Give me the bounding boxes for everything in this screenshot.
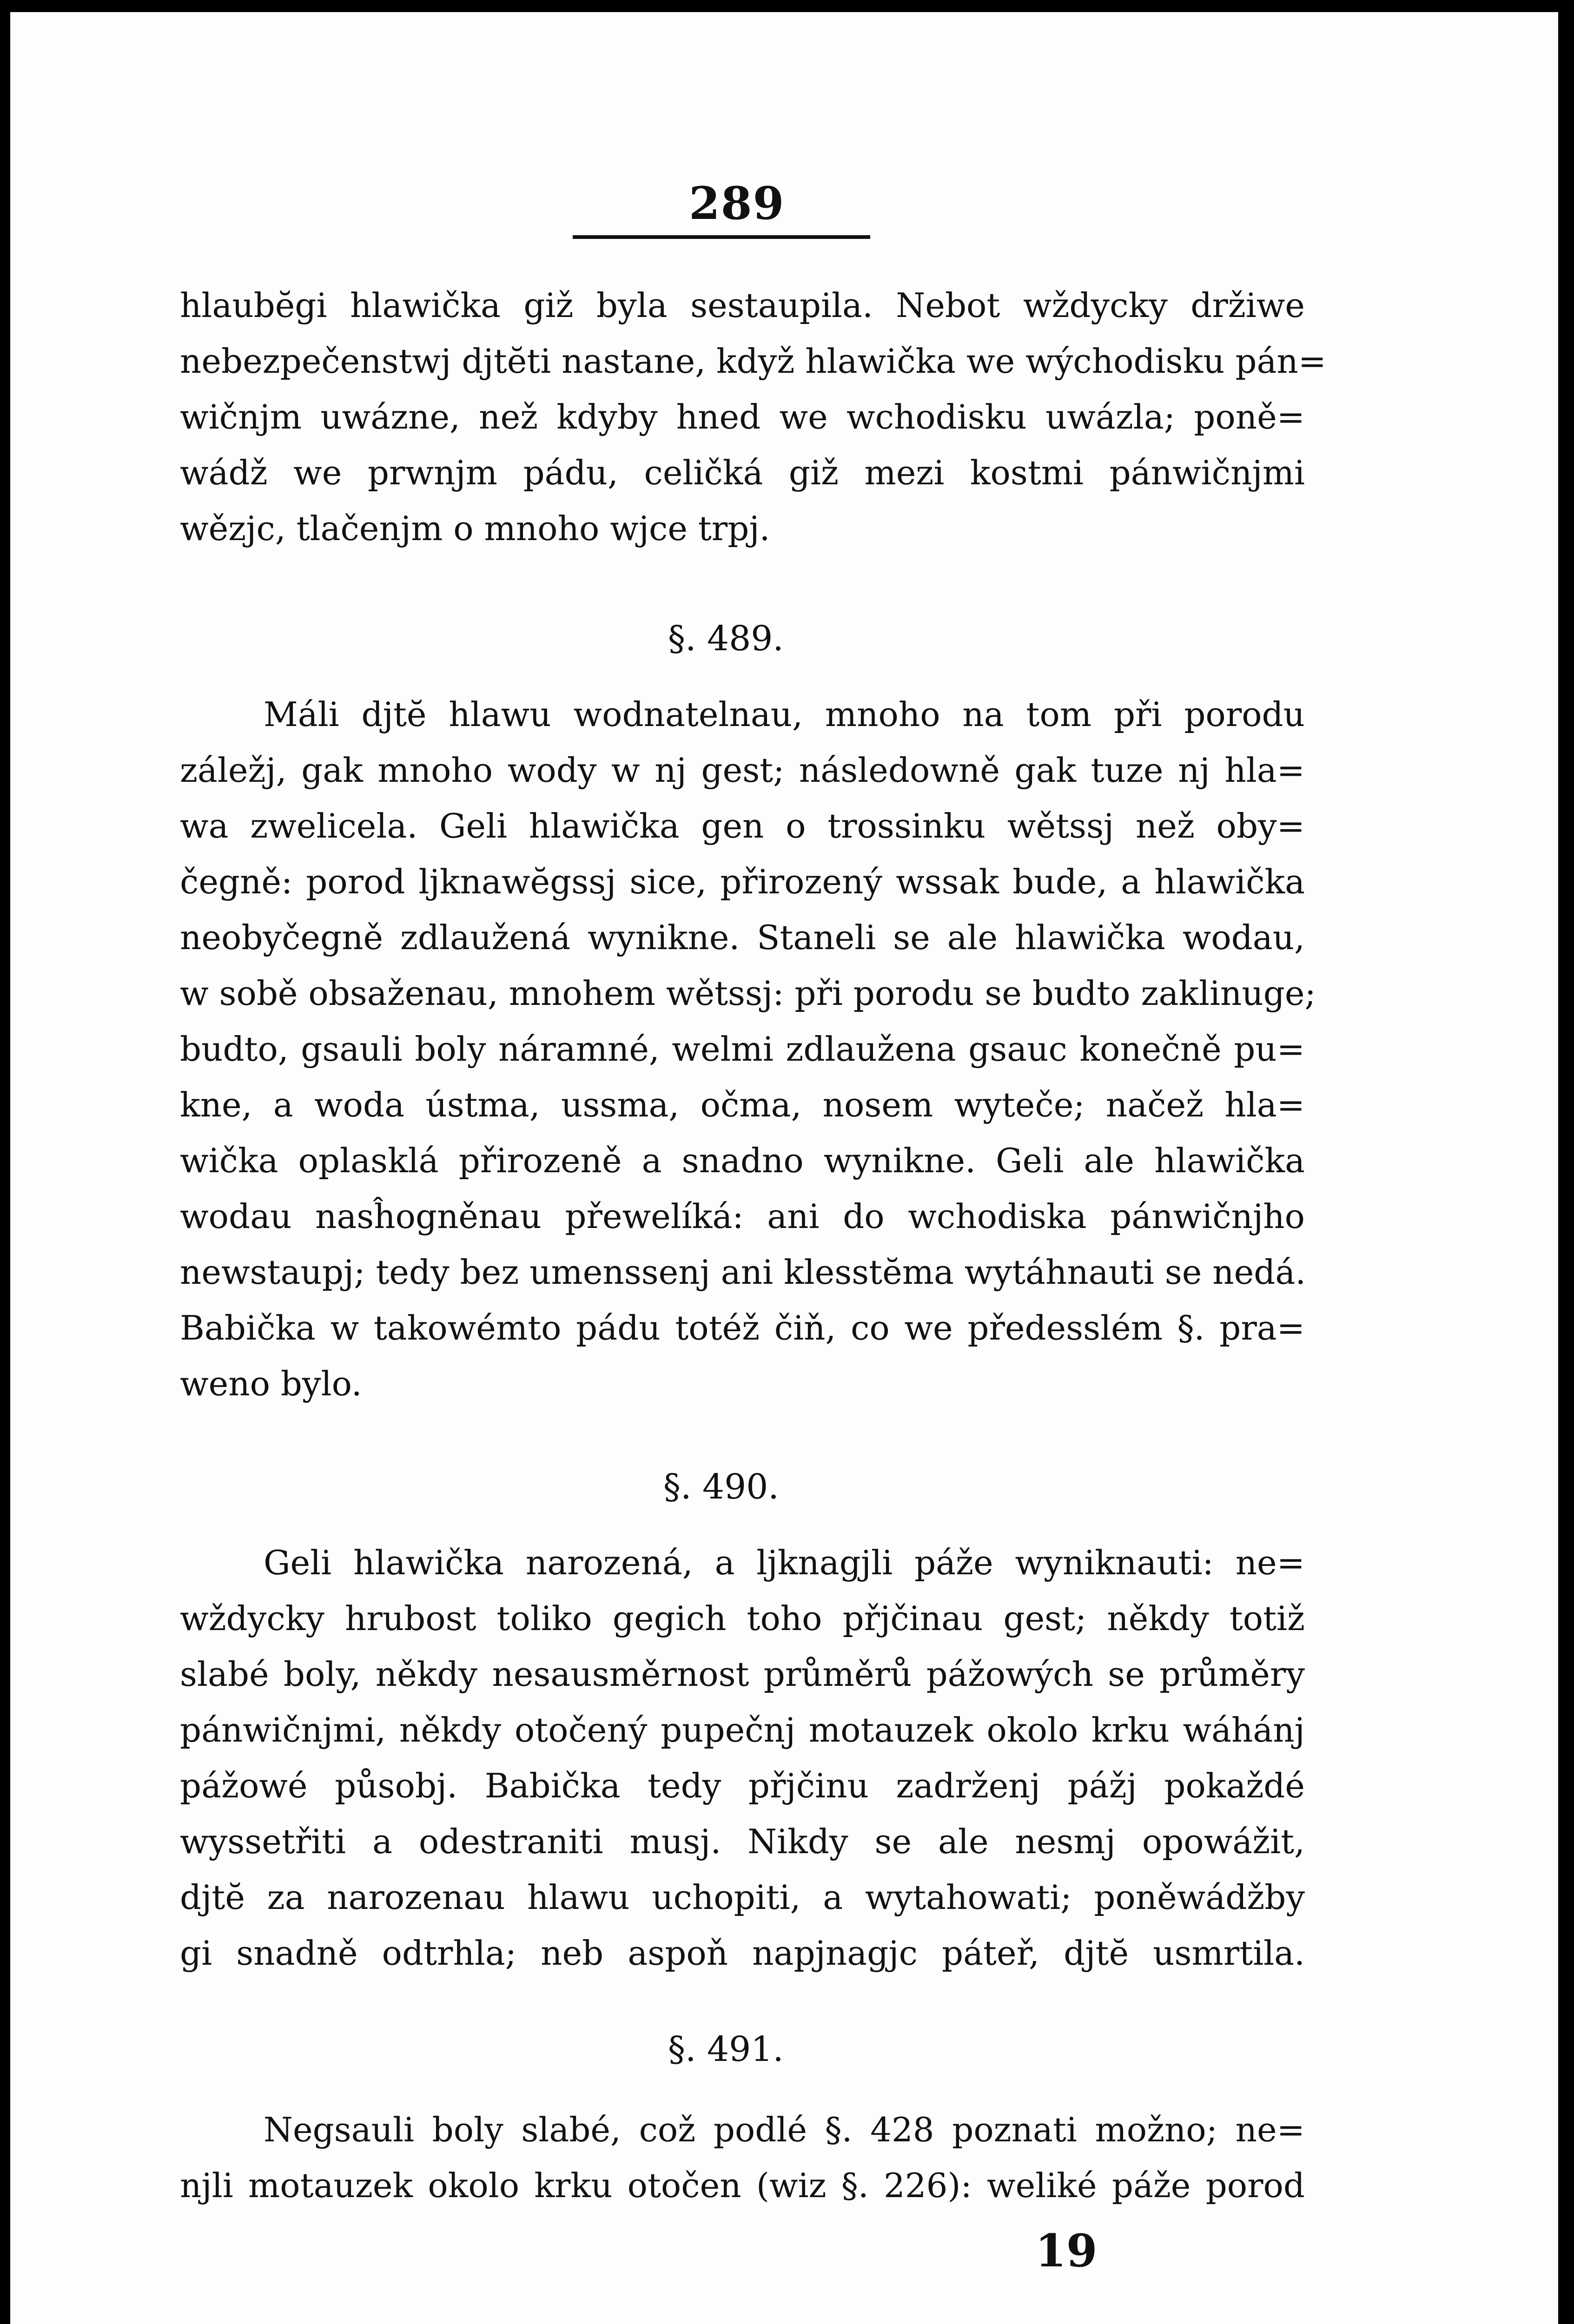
text-line: záležj, gak mnoho wody w nj gest; následowně gak tuze nj hla= [180, 751, 1305, 790]
text-line: wodau nasĥogněnau přewelíká: ani do wchodiska pánwičnjho [180, 1197, 1305, 1236]
text-line: w sobě obsaženau, mnohem wětssj: při porodu se budto zaklinuge; [180, 974, 1316, 1013]
text-line: djtĕ za narozenau hlawu uchopiti, a wytahowati; poněwádžby [180, 1878, 1305, 1917]
text-line: wičnjm uwázne, než kdyby hned we wchodisku uwázla; poně= [180, 397, 1305, 436]
text-line: hlaubĕgi hlawička giž byla sestaupila. Nebot wždycky držiwe [180, 286, 1305, 325]
text-line: pážowé působj. Babička tedy přjčinu zadrženj pážj pokaždé [180, 1766, 1305, 1805]
text-line: budto, gsauli boly náramné, welmi zdlaužena gsauc konečně pu= [180, 1030, 1305, 1069]
header-rule [573, 235, 870, 239]
text-line: njli motauzek okolo krku otočen (wiz §. 226): weliké páže porod [180, 2166, 1305, 2205]
text-line: wička oplasklá přirozeně a snadno wynikne. Geli ale hlawička [180, 1141, 1305, 1180]
book-page [10, 12, 1558, 2324]
section-heading-490: §. 490. [663, 1467, 779, 1507]
text-line: Babička w takowémto pádu totéž čiň, co we předesslém §. pra= [180, 1308, 1305, 1347]
section-heading-491: §. 491. [668, 2029, 784, 2069]
text-line: gi snadně odtrhla; neb aspoň napjnagjc páteř, djtĕ usmrtila. [180, 1934, 1305, 1973]
text-line: Negsauli boly slabé, což podlé §. 428 poznati možno; ne= [264, 2110, 1305, 2149]
text-line: newstaupj; tedy bez umenssenj ani klesstĕma wytáhnauti se nedá. [180, 1253, 1306, 1292]
text-line: wádž we prwnjm pádu, celičká giž mezi kostmi pánwičnjmi [180, 453, 1305, 492]
text-line: kne, a woda ústma, ussma, očma, nosem wyteče; načež hla= [180, 1085, 1305, 1124]
text-line: čegně: porod ljknawĕgssj sice, přirozený wssak bude, a hlawička [180, 862, 1305, 901]
text-line: weno bylo. [180, 1364, 362, 1403]
text-line: wyssetřiti a odestraniti musj. Nikdy se ale nesmj opowážit, [180, 1822, 1305, 1861]
text-line: Máli djtĕ hlawu wodnatelnau, mnoho na tom při porodu [264, 695, 1305, 734]
signature-mark: 19 [1035, 2225, 1098, 2277]
text-line: wězjc, tlačenjm o mnoho wjce trpj. [180, 509, 770, 548]
section-heading-489: §. 489. [668, 619, 784, 659]
text-line: nebezpečenstwj djtĕti nastane, když hlawička we wýchodisku pán= [180, 342, 1327, 381]
text-line: neobyčegně zdlaužená wynikne. Staneli se ale hlawička wodau, [180, 918, 1305, 957]
text-line: wa zwelicela. Geli hlawička gen o trossinku wětssj než oby= [180, 806, 1305, 845]
page-number: 289 [689, 177, 785, 230]
text-line: Geli hlawička narozená, a ljknagjli páže wyniknauti: ne= [264, 1543, 1305, 1582]
text-line: wždycky hrubost toliko gegich toho přjčinau gest; někdy totiž [180, 1599, 1305, 1638]
text-line: slabé boly, někdy nesausměrnost průměrů pážowých se průměry [180, 1655, 1305, 1694]
text-line: pánwičnjmi, někdy otočený pupečnj motauzek okolo krku wáhánj [180, 1710, 1305, 1750]
